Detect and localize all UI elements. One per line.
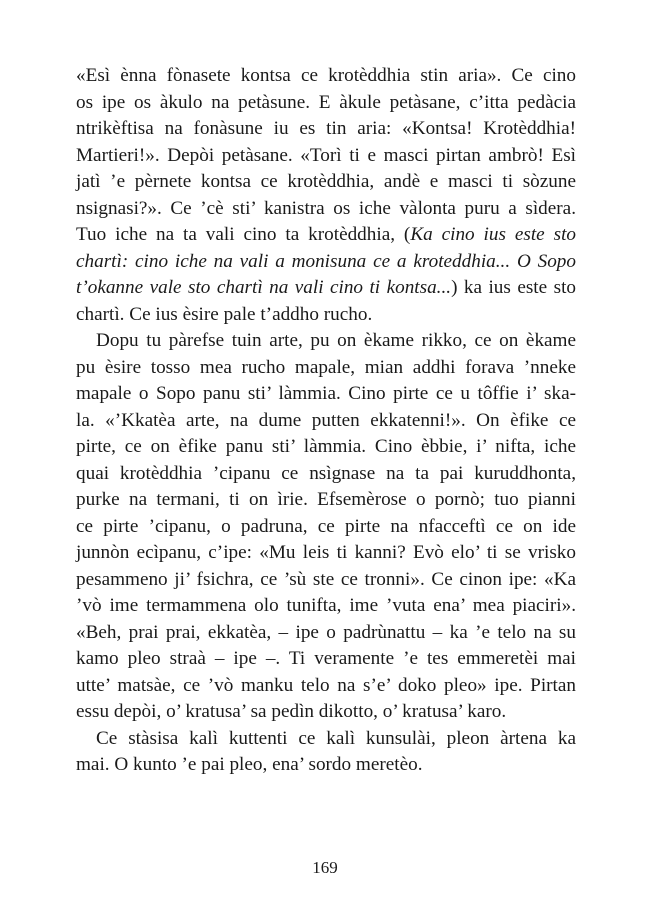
paragraph-1 bbox=[76, 63, 576, 328]
text-line: «Beh, prai prai, ekkatèa, – ipe o padrùnattu – ka ’e telo na su bbox=[76, 621, 576, 643]
text-line: mapale o Sopo panu sti’ làmmia. Cino pirte ce u tôffie i’ ska- bbox=[76, 383, 576, 404]
text-line: quai krotèddhia ’cipanu ce nsìgnase na ta pai kuruddhonta, bbox=[76, 462, 576, 484]
italic-segment: Ka cino ius este sto bbox=[410, 224, 576, 245]
text-line: «Esì ènna fònasete kontsa ce krotèddhia stin aria». Ce cino bbox=[76, 65, 576, 86]
text-line: essu depòi, o’ kratusa’ sa pedìn dikotto, o’ kratusa’ karo. bbox=[76, 701, 507, 722]
text-line: purke na termani, ti on ìrie. Efsemèrose o pornò; tuo pianni bbox=[76, 489, 576, 510]
text-segment: Tuo iche na ta vali cino ta krotèddhia, ( bbox=[76, 224, 411, 245]
text-line bbox=[76, 275, 576, 302]
text-line: Dopu tu pàrefse tuin arte, pu on èkame rikko, ce on èkame bbox=[96, 330, 576, 351]
text-line: junnòn ecìpanu, c’ipe: «Mu leis ti kanni? Evò elo’ ti se vrisko bbox=[76, 542, 576, 563]
text-line: mai. O kunto ’e pai pleo, ena’ sordo meretèo. bbox=[76, 754, 423, 775]
text-line: chartì: cino iche na vali a monisuna ce a kroteddhia... O Sopo bbox=[76, 250, 576, 272]
paragraph-3 bbox=[76, 726, 576, 779]
paragraph-2 bbox=[76, 328, 576, 726]
text-line bbox=[76, 222, 576, 249]
text-line: ce pirte ’cipanu, o padruna, ce pirte na nfacceftì ce on ide bbox=[76, 515, 576, 537]
text-line: pesammeno ji’ fsichra, ce ’sù ste ce tronni». Ce cinon ipe: «Ka bbox=[76, 568, 576, 590]
italic-segment: t’okanne vale sto chartì na vali cino ti kontsa... bbox=[76, 277, 452, 298]
text-line: kamo pleo straà – ipe –. Ti veramente ’e tes emmeretèi mai bbox=[76, 648, 576, 669]
text-line: Martieri!». Depòi petàsane. «Torì ti e masci pirtan ambrò! Esì bbox=[76, 144, 576, 166]
text-segment: ) ka ius este sto bbox=[451, 277, 576, 298]
text-line: jatì ’e pèrnete kontsa ce krotèddhia, andè e masci ti sòzune bbox=[76, 171, 576, 192]
text-line: chartì. Ce ius èsire pale t’addho rucho. bbox=[76, 303, 373, 325]
page-number: 169 bbox=[312, 858, 338, 877]
text-line: os ipe os àkulo na petàsune. E àkule petàsane, c’itta pedàcia bbox=[76, 91, 576, 113]
text-line: pirte, ce on èfike panu sti’ làmmia. Cino èbbie, i’ nifta, iche bbox=[76, 436, 576, 457]
text-line: ntrikèftisa na fonàsune iu es tin aria: «Kontsa! Krotèddhia! bbox=[76, 118, 576, 139]
text-line: ’vò ime termammena olo tunifta, ime ’vuta ena’ mea piaciri». bbox=[76, 595, 576, 616]
text-line: la. «’Kkatèa arte, na dume putten ekkatenni!». On èfike ce bbox=[76, 409, 576, 431]
text-line: nsignasi?». Ce ’cè sti’ kanistra os iche vàlonta puru a sìdera. bbox=[76, 197, 576, 219]
text-line: pu èsire tosso mea rucho mapale, mian addhi forava ’nneke bbox=[76, 356, 576, 378]
body-text bbox=[76, 63, 576, 779]
text-line: utte’ matsàe, ce ’vò manku telo na s’e’ doko pleo» ipe. Pirtan bbox=[76, 674, 576, 696]
text-line: Ce stàsisa kalì kuttenti ce kalì kunsulài, pleon àrtena ka bbox=[96, 727, 576, 749]
